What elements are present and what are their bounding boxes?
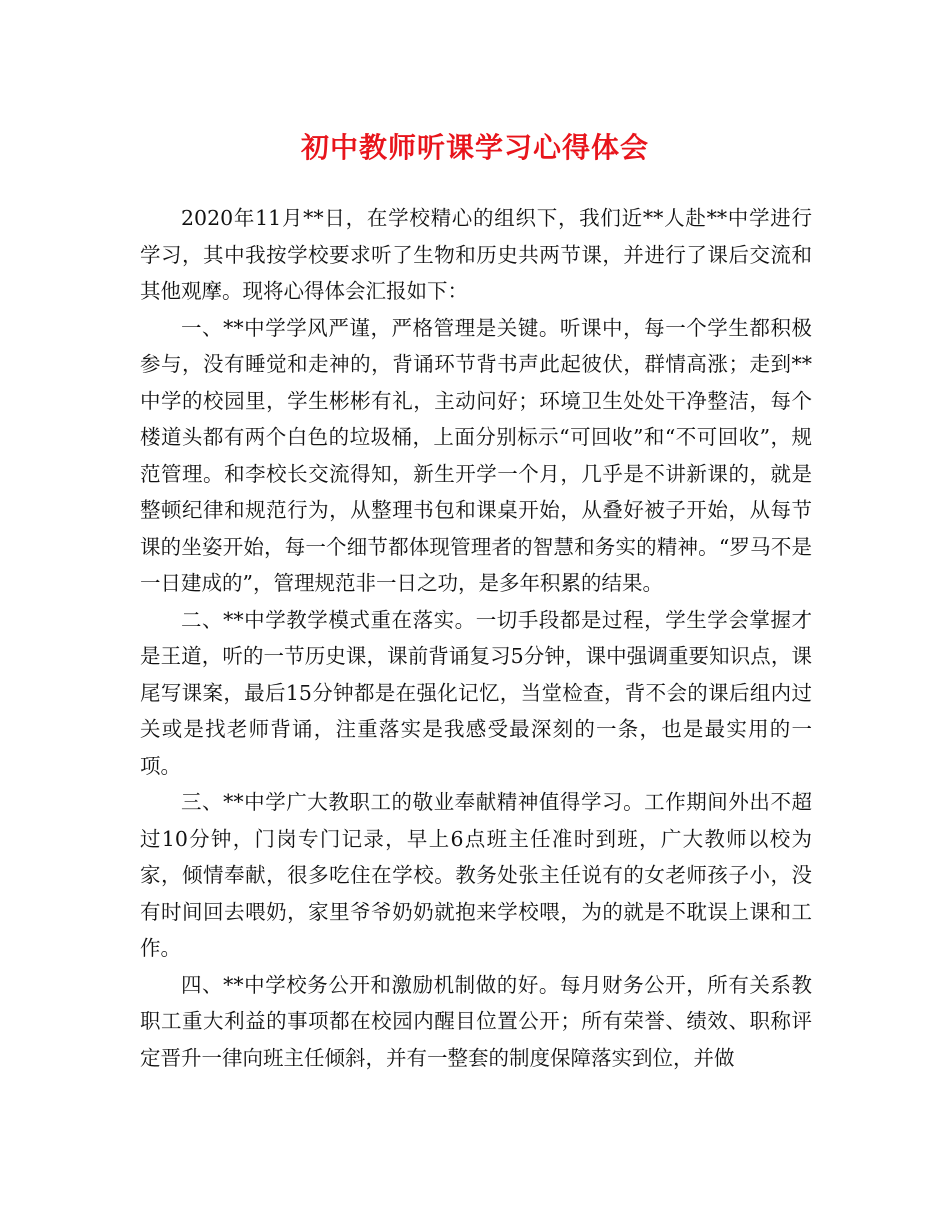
document-title: 初中教师听课学习心得体会 [300,131,649,164]
document-body [140,200,812,1076]
paragraph-point-two: 二、**中学教学模式重在落实。一切手段都是过程，学生学会掌握才是王道，听的一节历史课，课前背诵复习5分钟，课中强调重要知识点，课尾写课案，最后15分钟都是在强化记忆，当堂检查，背不会的课后组内过关或是找老师背诵，注重落实是我感受最深刻的一条，也是最实用的一项。 [140,607,812,778]
paragraph-intro: 2020年11月**日，在学校精心的组织下，我们近**人赴**中学进行学习，其中我按学校要求听了生物和历史共两节课，并进行了课后交流和其他观摩。现将心得体会汇报如下： [140,206,812,303]
paragraph-point-four: 四、**中学校务公开和激励机制做的好。每月财务公开，所有关系教职工重大利益的事项都在校园内醒目位置公开；所有荣誉、绩效、职称评定晋升一律向班主任倾斜，并有一整套的制度保障落实到位，并做 [140,972,812,1070]
paragraph-point-one: 一、**中学学风严谨，严格管理是关键。听课中，每一个学生都积极参与，没有睡觉和走神的，背诵环节背书声此起彼伏，群情高涨；走到**中学的校园里，学生彬彬有礼，主动问好；环境卫生处处干净整洁，每个楼道头都有两个白色的垃圾桶，上面分别标示“可回收”和“不可回收”，规范管理。和李校长交流得知，新生开学一个月，几乎是不讲新课的，就是整顿纪律和规范行为，从整理书包和课桌开始，从叠好被子开始，从每节课的坐姿开始，每一个细节都体现管理者的智慧和务实的精神。“罗马不是一日建成的”，管理规范非一日之功，是多年积累的结果。 [140,315,812,595]
paragraph-point-three: 三、**中学广大教职工的敬业奉献精神值得学习。工作期间外出不超过10分钟，门岗专门记录，早上6点班主任准时到班，广大教师以校为家，倾情奉献，很多吃住在学校。教务处张主任说有的女老师孩子小，没有时间回去喂奶，家里爷爷奶奶就抱来学校喂，为的就是不耽误上课和工作。 [140,790,812,960]
